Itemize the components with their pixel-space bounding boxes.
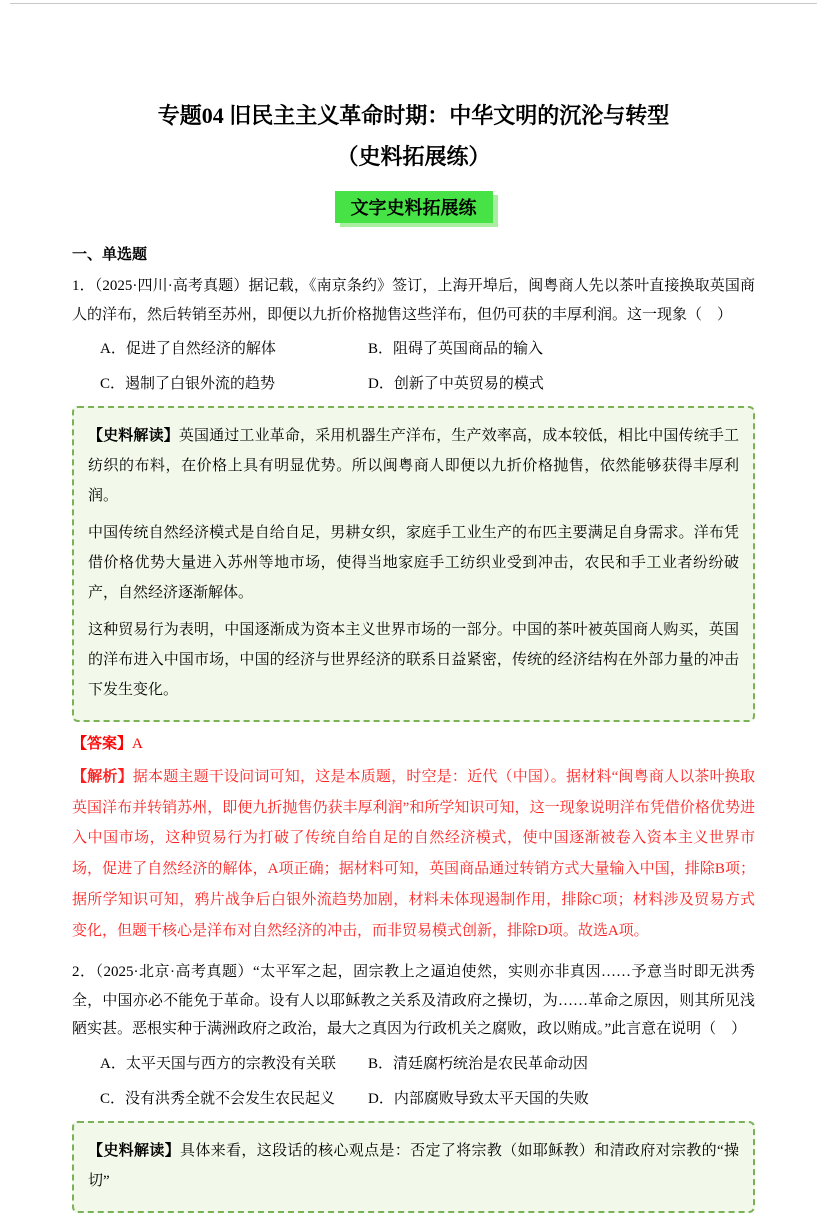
page-top-rule: [10, 3, 817, 4]
title-line-2: （史料拓展练）: [336, 143, 491, 169]
question-2-options: [100, 1052, 755, 1111]
interpretation-paragraph: [88, 421, 739, 511]
question-1: [72, 272, 755, 946]
banner-wrap: [72, 191, 755, 223]
analysis-body: 据本题主题干设问词可知，这是本质题，时空是：近代（中国）。据材料“闽粤商人以茶叶换取英国洋布并转销苏州，即便九折抛售仍获丰厚利润”和所学知识可知，这一现象说明洋布凭借价格优势进入中国市场，这种贸易行为打破了传统自给自足的自然经济模式，使中国逐渐被卷入资本主义世界市场，促进了自然经济的解体，A项正确；据材料可知，英国商品通过转销方式大量输入中国，排除B项；据所学知识可知，鸦片战争后白银外流趋势加剧，材料未体现遏制作用，排除C项；材料涉及贸易方式变化，但题干核心是洋布对自然经济的冲击，而非贸易模式创新，排除D项。故选A项。: [72, 768, 755, 939]
interpretation-label: 【史料解读】: [88, 428, 179, 445]
question-2-option-a: A．太平天国与西方的宗教没有关联: [100, 1055, 336, 1072]
question-2: [72, 958, 755, 1213]
interpretation-text: 具体来看，这段话的核心观点是：否定了将宗教（如耶稣教）和清政府对宗教的“操切”: [88, 1142, 739, 1189]
interpretation-paragraph: [88, 1136, 739, 1196]
interpretation-label: 【史料解读】: [88, 1142, 181, 1159]
interpretation-paragraph: 中国传统自然经济模式是自给自足，男耕女织，家庭手工业生产的布匹主要满足自身需求。洋布凭借价格优势大量进入苏州等地市场，使得当地家庭手工纺织业受到冲击，农民和手工业者纷纷破产，自然经济逐渐解体。: [88, 525, 739, 602]
title-line-1: 专题04 旧民主主义革命时期：中华文明的沉沦与转型: [157, 103, 670, 128]
question-1-option-c: C．遏制了白银外流的趋势: [100, 376, 276, 393]
document-page: [0, 96, 827, 1213]
question-1-interpretation-box: [72, 406, 755, 722]
question-1-answer: [72, 732, 755, 758]
question-2-option-d: D．内部腐败导致太平天国的失败: [368, 1090, 589, 1107]
question-1-option-d: D．创新了中英贸易的模式: [368, 376, 544, 393]
question-1-options: [100, 337, 755, 396]
interpretation-text: 英国通过工业革命，采用机器生产洋布，生产效率高，成本较低，相比中国传统手工纺织的布料，在价格上具有明显优势。所以闽粤商人即便以九折价格抛售，依然能够获得丰厚利润。: [88, 428, 739, 505]
answer-label: 【答案】: [72, 736, 133, 753]
question-2-stem: 2．（2025·北京·高考真题）“太平军之起，固宗教上之逼迫使然，实则亦非真因……予意当时即无洪秀全，中国亦必不能免于革命。设有人以耶稣教之关系及清政府之操切，为……革命之原因，则其所见浅陋实甚。恶根实种于满洲政府之政治，最大之真因为行政机关之腐败，政以贿成。”此言意在说明（ ）: [72, 964, 755, 1038]
page-title: [72, 96, 755, 177]
question-2-interpretation-box: [72, 1121, 755, 1213]
analysis-label: 【解析】: [72, 768, 133, 785]
interpretation-paragraph: 这种贸易行为表明，中国逐渐成为资本主义世界市场的一部分。中国的茶叶被英国商人购买，英国的洋布进入中国市场，中国的经济与世界经济的联系日益紧密，传统的经济结构在外部力量的冲击下发生变化。: [88, 622, 739, 699]
section-banner: 文字史料拓展练: [335, 191, 493, 223]
question-1-analysis: [72, 762, 755, 947]
answer-value: A: [132, 736, 143, 753]
question-1-option-a: A．促进了自然经济的解体: [100, 341, 276, 358]
question-2-option-c: C．没有洪秀全就不会发生农民起义: [100, 1090, 336, 1107]
question-1-stem: 1．（2025·四川·高考真题）据记载，《南京条约》签订，上海开埠后，闽粤商人先以茶叶直接换取英国商人的洋布，然后转销至苏州，即便以九折价格抛售这些洋布，但仍可获的丰厚利润。这一现象（ ）: [72, 278, 755, 323]
question-2-option-b: B．清廷腐朽统治是农民革命动因: [368, 1055, 589, 1072]
question-1-option-b: B．阻碍了英国商品的输入: [368, 341, 544, 358]
section-heading: 一、单选题: [72, 247, 148, 264]
